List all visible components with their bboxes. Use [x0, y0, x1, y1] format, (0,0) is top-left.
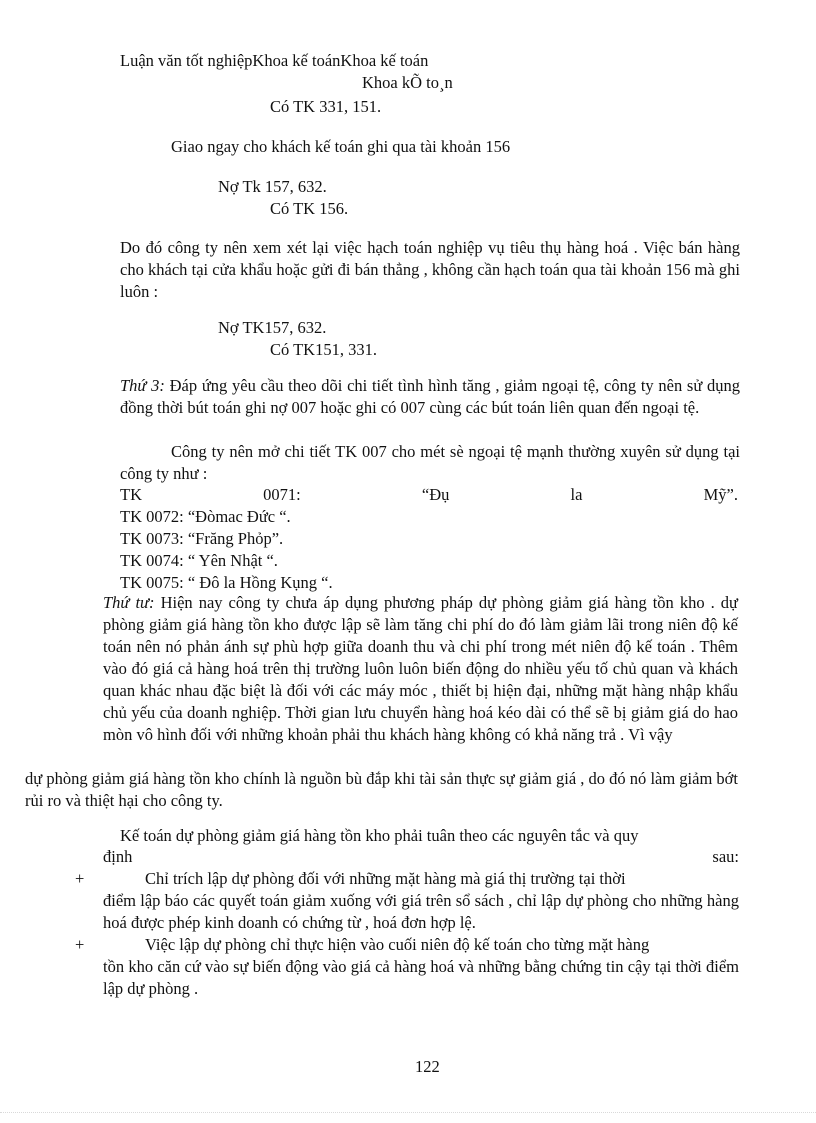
thu-3-text: Đáp ứng yêu cầu theo dõi chi tiết tình hình tăng , giảm ngoại tệ, công ty nên sử dụng đồng thời bút toán ghi nợ 007 hoặc ghi có 007 cùng các bút toán liên quan đến ngoại tệ.: [120, 376, 741, 417]
entry-co-331-151: Có TK 331, 151.: [270, 97, 382, 116]
tk-0071-line: [120, 484, 738, 506]
entry-giao-ngay: Giao ngay cho khách kế toán ghi qua tài khoản 156: [171, 137, 511, 156]
tk-list-item: TK 0075: “ Đô la Hồng Kụng “.: [120, 573, 333, 592]
ke-toan-line-1: Kế toán dự phòng giảm giá hàng tồn kho phải tuân theo các nguyên tắc và quy: [120, 826, 639, 845]
running-header: Luận văn tốt nghiệpKhoa kế toánKhoa kế toán: [120, 51, 429, 70]
bullet-rest-text: điểm lập báo các quyết toán giảm xuống với giá trên sổ sách , chỉ lập dự phòng cho những hàng hoá được phép kinh doanh có chứng từ , hoá đơn hợp lệ.: [103, 891, 739, 932]
paragraph-thu-3: [120, 375, 740, 419]
paragraph-cong-ty: [120, 441, 740, 485]
page-number: 122: [415, 1057, 440, 1076]
tk-0071-word: Mỹ”.: [703, 485, 738, 504]
paragraph-thu-tu-tail: [25, 768, 738, 812]
entry-no-tk157: Nợ TK157, 632.: [218, 318, 327, 337]
bullet-first-line: Việc lập dự phòng chỉ thực hiện vào cuối niên độ kế toán cho từng mặt hàng: [145, 935, 650, 954]
entry-co-156: Có TK 156.: [270, 199, 349, 218]
paragraph-do-do: [120, 237, 740, 303]
ke-toan-sau: sau:: [712, 847, 739, 866]
thu-tu-label: Thứ tư:: [103, 593, 155, 612]
page-bottom-rule: [0, 1112, 816, 1113]
entry-no-157-632: Nợ Tk 157, 632.: [218, 177, 327, 196]
paragraph-thu-tu-tail-text: dự phòng giảm giá hàng tồn kho chính là nguồn bù đắp khi tài sản thực sự giảm giá , do đó nó làm giảm bớt rủi ro và thiệt hại cho công ty.: [25, 769, 738, 810]
bullet-rest: [103, 890, 739, 934]
tk-list-item: TK 0074: “ Yên Nhật “.: [120, 551, 278, 570]
tk-0071-word: TK: [120, 485, 142, 504]
bullet-first-line: Chỉ trích lập dự phòng đối với những mặt hàng mà giá thị trường tại thời: [145, 869, 626, 888]
tk-list-item: TK 0072: “Đòmac Đức “.: [120, 507, 291, 526]
tk-list-item: TK 0073: “Frăng Phỏp”.: [120, 529, 284, 548]
ke-toan-line-2: [103, 846, 739, 868]
thu-tu-text: Hiện nay công ty chưa áp dụng phương pháp dự phòng giảm giá hàng tồn kho . dự phòng giảm giá hàng tồn kho được lập sẽ làm tăng chi phí do đó làm giảm lãi trong niên độ kế toán nên nó phản ánh sự phù hợp giữa doanh thu và chi phí trong mét niên độ kế toán . Thêm vào đó giá cả hàng hoá trên thị trường luôn luôn biến động do nhiều yếu tố chủ quan và khách quan khác nhau đặc biệt là đối với các máy móc , thiết bị hiện đại, những mặt hàng nhập khẩu chủ yếu của doanh nghiệp. Thời gian lưu chuyển hàng hoá kéo dài có thể sẽ bị giảm giá do hao mòn vô hình đối với những khoản phải thu khách hàng không có khả năng trả . Vì vậy: [103, 593, 738, 744]
tk-0071-word: “Đụ: [421, 485, 450, 504]
paragraph-thu-tu: [103, 592, 738, 746]
bullet-rest: [103, 956, 739, 1000]
paragraph-cong-ty-text: Công ty nên mở chi tiết TK 007 cho mét sè ngoại tệ mạnh thường xuyên sử dụng tại công ty như :: [120, 442, 740, 483]
bullet-rest-text: tồn kho căn cứ vào sự biến động vào giá cả hàng hoá và những bằng chứng tin cậy tại thời điểm lập dự phòng .: [103, 957, 739, 998]
bullet-marker: +: [75, 869, 85, 888]
thu-3-label: Thứ 3:: [120, 376, 165, 395]
ke-toan-dinh: định: [103, 847, 133, 866]
bullet-marker: +: [75, 935, 85, 954]
running-header-garbled: Khoa kÕ to¸n: [362, 73, 453, 92]
paragraph-do-do-text: Do đó công ty nên xem xét lại việc hạch toán nghiệp vụ tiêu thụ hàng hoá . Việc bán hàng cho khách tại cửa khẩu hoặc gửi đi bán thẳng , không cần hạch toán qua tài khoản 156 mà ghi luôn :: [120, 238, 740, 301]
tk-0071-word: la: [570, 485, 583, 504]
entry-co-tk151: Có TK151, 331.: [270, 340, 377, 359]
tk-0071-word: 0071:: [263, 485, 301, 504]
